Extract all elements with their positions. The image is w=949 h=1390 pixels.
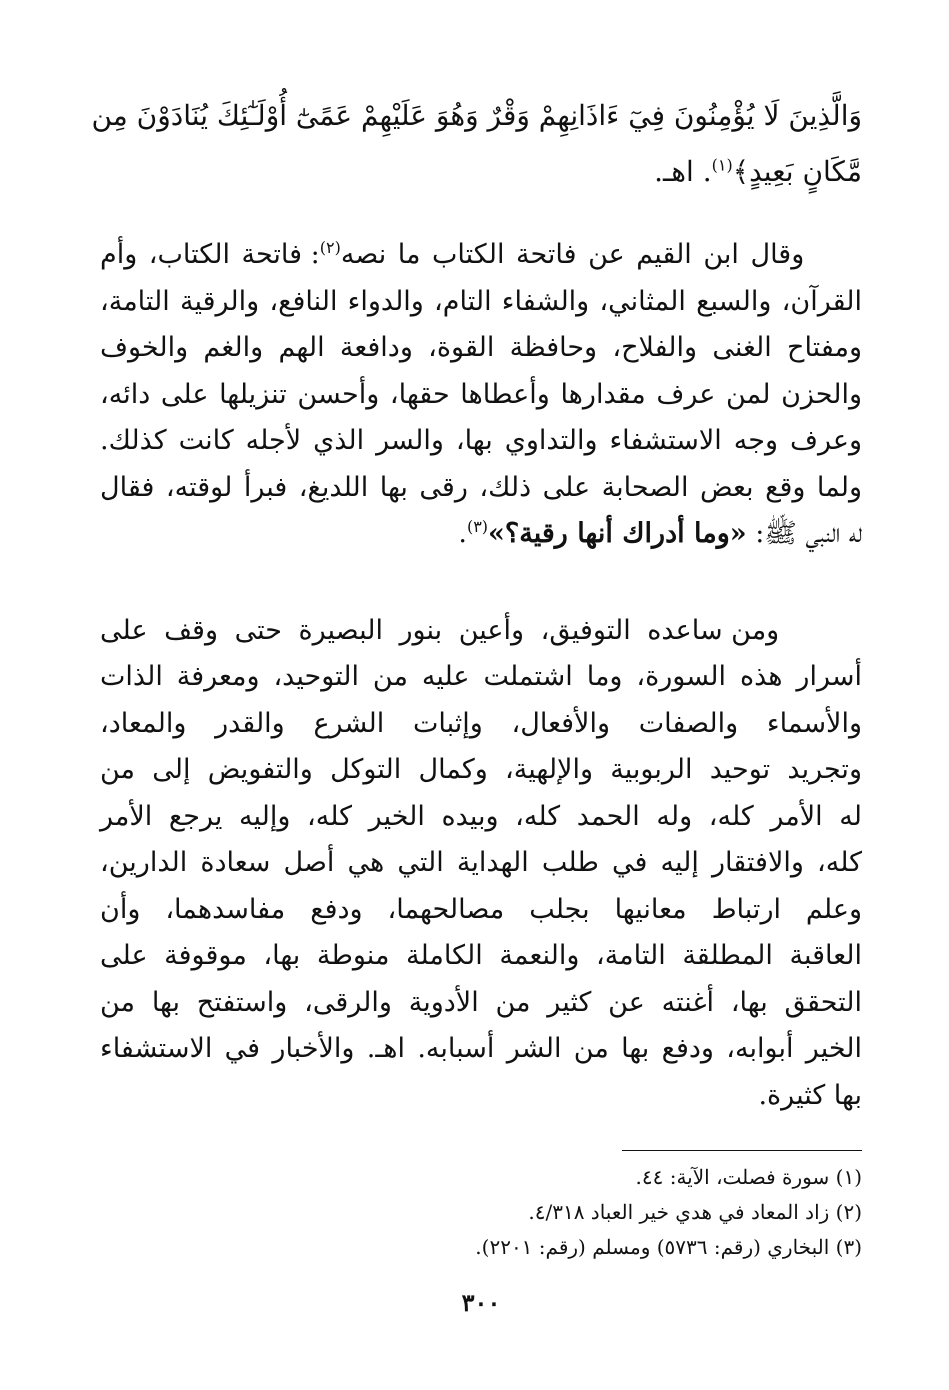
para2-line-6: كله، والافتقار إليه في طلب الهداية التي هي أصل سعادة الدارين، <box>100 847 862 878</box>
quran-verse <box>91 88 862 200</box>
footnote-ref-2: (٢) <box>319 238 341 257</box>
para2-line-9: التحقق بها، أغنته عن كثير من الأدوية والرقى، واستفتح بها من <box>100 986 862 1018</box>
page-number: ٣٠٠ <box>461 1288 501 1317</box>
verse-end-text: مَّكَانٍ بَعِيدٍ﴾ <box>732 155 862 188</box>
footnotes <box>100 1160 862 1265</box>
footnote-3: (٣) البخاري (رقم: ٥٧٣٦) ومسلم (رقم: ٢٢٠١). <box>475 1235 862 1259</box>
para2-line-4: وتجريد توحيد الربوبية والإلهية، وكمال التوكل والتفويض إلى من <box>100 754 862 785</box>
para1-line-7: له النبي ﷺ: «وما أدراك أنها رقية؟»$^{(٣)}$. <box>458 517 862 549</box>
para2-line-2: أسرار هذه السورة، وما اشتملت عليه من التوحيد، ومعرفة الذات <box>100 661 862 692</box>
verse-line-2 <box>100 144 862 200</box>
verse-end-suffix: . اهـ. <box>654 155 712 188</box>
verse-line-1: وَالَّذِينَ لَا يُؤْمِنُونَ فِيٓ ءَاذَانِهِمْ وَقْرٌ وَهُوَ عَلَيْهِمْ عَمًىٰٓ أُوْلَـٰٓئِكَ يُنَادَوْنَ مِن <box>91 99 862 132</box>
para1-line-4: والحزن لمن عرف مقدارها وأعطاها حقها، وأحسن تنزيلها على دائه، <box>100 378 862 410</box>
paragraph-ibn-qayyim <box>100 232 862 558</box>
para2-line-1: ومن ساعده التوفيق، وأعين بنور البصيرة حتى وقف على <box>100 614 780 646</box>
para2-line-8: العاقبة المطلقة التامة، والنعمة الكاملة منوطة بها، موقوفة على <box>100 940 862 971</box>
para1-line-1: وقال ابن القيم عن فاتحة الكتاب ما نصه$^{(٢)}$: فاتحة الكتاب، وأم <box>100 238 805 270</box>
footnote-2: (٢) زاد المعاد في هدي خير العباد ٤/٣١٨. <box>528 1200 862 1224</box>
para2-line-10: الخير أبوابه، ودفع بها من الشر أسبابه. اهـ. والأخبار في الاستشفاء <box>100 1033 862 1064</box>
footnote-ref-1: (١) <box>711 155 733 175</box>
footnote-divider <box>622 1150 862 1151</box>
para1-line-5: وعرف وجه الاستشفاء والتداوي بها، والسر الذي لأجله كانت كذلك. <box>100 425 862 456</box>
paragraph-tawfiq <box>100 608 862 1120</box>
para1-line-3: ومفتاح الغنى والفلاح، وحافظة القوة، ودافعة الهم والغم والخوف <box>100 332 862 363</box>
para2-line-3: والأسماء والصفات والأفعال، وإثبات الشرع والقدر والمعاد، <box>100 707 862 739</box>
para2-line-7: وعلم ارتباط معانيها بجلب مصالحهما، ودفع مفاسدهما، وأن <box>100 893 862 925</box>
para2-line-11: بها كثيرة. <box>758 1079 862 1111</box>
para1-line-6: ولما وقع بعض الصحابة على ذلك، رقى بها اللديغ، فبرأ لوقته، فقال <box>100 471 862 503</box>
footnote-ref-3: (٣) <box>466 517 489 536</box>
book-page <box>91 88 862 1348</box>
hadith-quote: «وما أدراك أنها رقية؟» <box>488 518 747 549</box>
footnote-1: (١) سورة فصلت، الآية: ٤٤. <box>635 1165 862 1189</box>
para2-line-5: له الأمر كله، وله الحمد كله، وبيده الخير كله، وإليه يرجع الأمر <box>100 800 862 832</box>
para1-line-2: القرآن، والسبع المثاني، والشفاء التام، والدواء النافع، والرقية التامة، <box>100 285 862 317</box>
